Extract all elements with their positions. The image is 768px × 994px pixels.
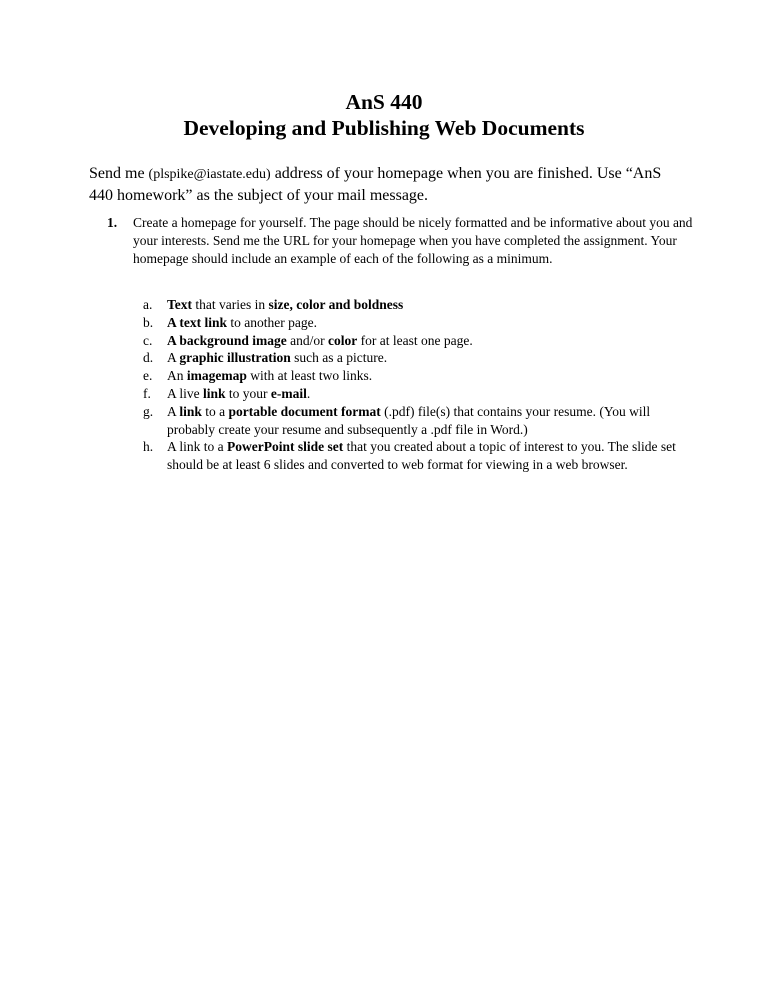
requirement-text: A xyxy=(167,403,180,419)
requirement-marker: h. xyxy=(143,439,154,455)
requirement-text: that varies in xyxy=(192,297,269,312)
requirement-emphasis: e-mail xyxy=(270,385,307,401)
requirement-item xyxy=(143,403,683,439)
requirement-emphasis: Text xyxy=(167,297,193,312)
course-title: AnS 440 xyxy=(345,90,423,114)
requirement-item xyxy=(143,438,683,474)
requirement-marker: f. xyxy=(143,385,151,401)
assignment-title: Developing and Publishing Web Documents xyxy=(183,116,585,140)
requirement-emphasis: link xyxy=(203,385,226,401)
requirement-item xyxy=(143,349,683,367)
requirement-text: that you created about a topic of interest to you. The slide set should be at least 6 slides and converted to web format for viewing in a web browser. xyxy=(167,439,676,473)
requirement-marker: b. xyxy=(143,314,154,330)
requirement-marker: d. xyxy=(143,350,154,366)
instructor-email: (plspike@iastate.edu) xyxy=(148,167,271,182)
requirement-emphasis: A background image xyxy=(167,332,287,348)
requirement-emphasis: PowerPoint slide set xyxy=(227,439,344,455)
requirement-item xyxy=(143,332,683,350)
intro-text-after: address of your homepage when you are finished. Use “AnS 440 homework” as the subject of your mail message. xyxy=(89,165,662,204)
requirement-text: An xyxy=(167,368,187,384)
requirement-marker: a. xyxy=(143,297,153,312)
requirement-marker: c. xyxy=(143,332,153,348)
requirement-text: for at least one page. xyxy=(357,332,473,348)
requirement-item xyxy=(143,385,683,403)
intro-text-before: Send me xyxy=(89,165,149,182)
task-number: 1. xyxy=(107,215,118,230)
requirement-emphasis: A text link xyxy=(167,314,228,330)
requirement-emphasis: portable document format xyxy=(228,403,381,419)
requirement-text: A xyxy=(167,350,180,366)
requirement-text: A live xyxy=(167,385,203,401)
task-description: Create a homepage for yourself. The page should be nicely formatted and be informative about you and your interests. Send me the URL for your homepage when you have completed the assignment. Your homepage should include an example of each of the following as a minimum. xyxy=(133,215,693,266)
requirement-item xyxy=(143,314,683,332)
requirement-emphasis: size, color and boldness xyxy=(268,297,404,312)
requirement-text: with at least two links. xyxy=(246,368,373,384)
requirement-text: to a xyxy=(201,403,229,419)
requirement-marker: g. xyxy=(143,403,154,419)
requirement-item xyxy=(143,296,683,314)
requirement-text: . xyxy=(306,385,311,401)
requirement-marker: e. xyxy=(143,368,153,384)
requirement-emphasis: link xyxy=(179,403,202,419)
requirements-list xyxy=(143,296,683,474)
intro-paragraph xyxy=(89,164,689,206)
requirement-text: (.pdf) file(s) that contains your resume. (You will probably create your resume and subsequently a .pdf file in Word.) xyxy=(167,403,651,437)
requirement-text: to your xyxy=(225,385,271,401)
requirement-emphasis: color xyxy=(328,332,358,348)
requirement-emphasis: graphic illustration xyxy=(179,350,291,366)
requirement-text: to another page. xyxy=(227,314,317,330)
requirement-item xyxy=(143,367,683,385)
requirement-text: such as a picture. xyxy=(290,350,388,366)
requirement-text: A link to a xyxy=(167,439,227,455)
requirement-text: and/or xyxy=(286,332,329,348)
requirement-emphasis: imagemap xyxy=(186,368,247,384)
